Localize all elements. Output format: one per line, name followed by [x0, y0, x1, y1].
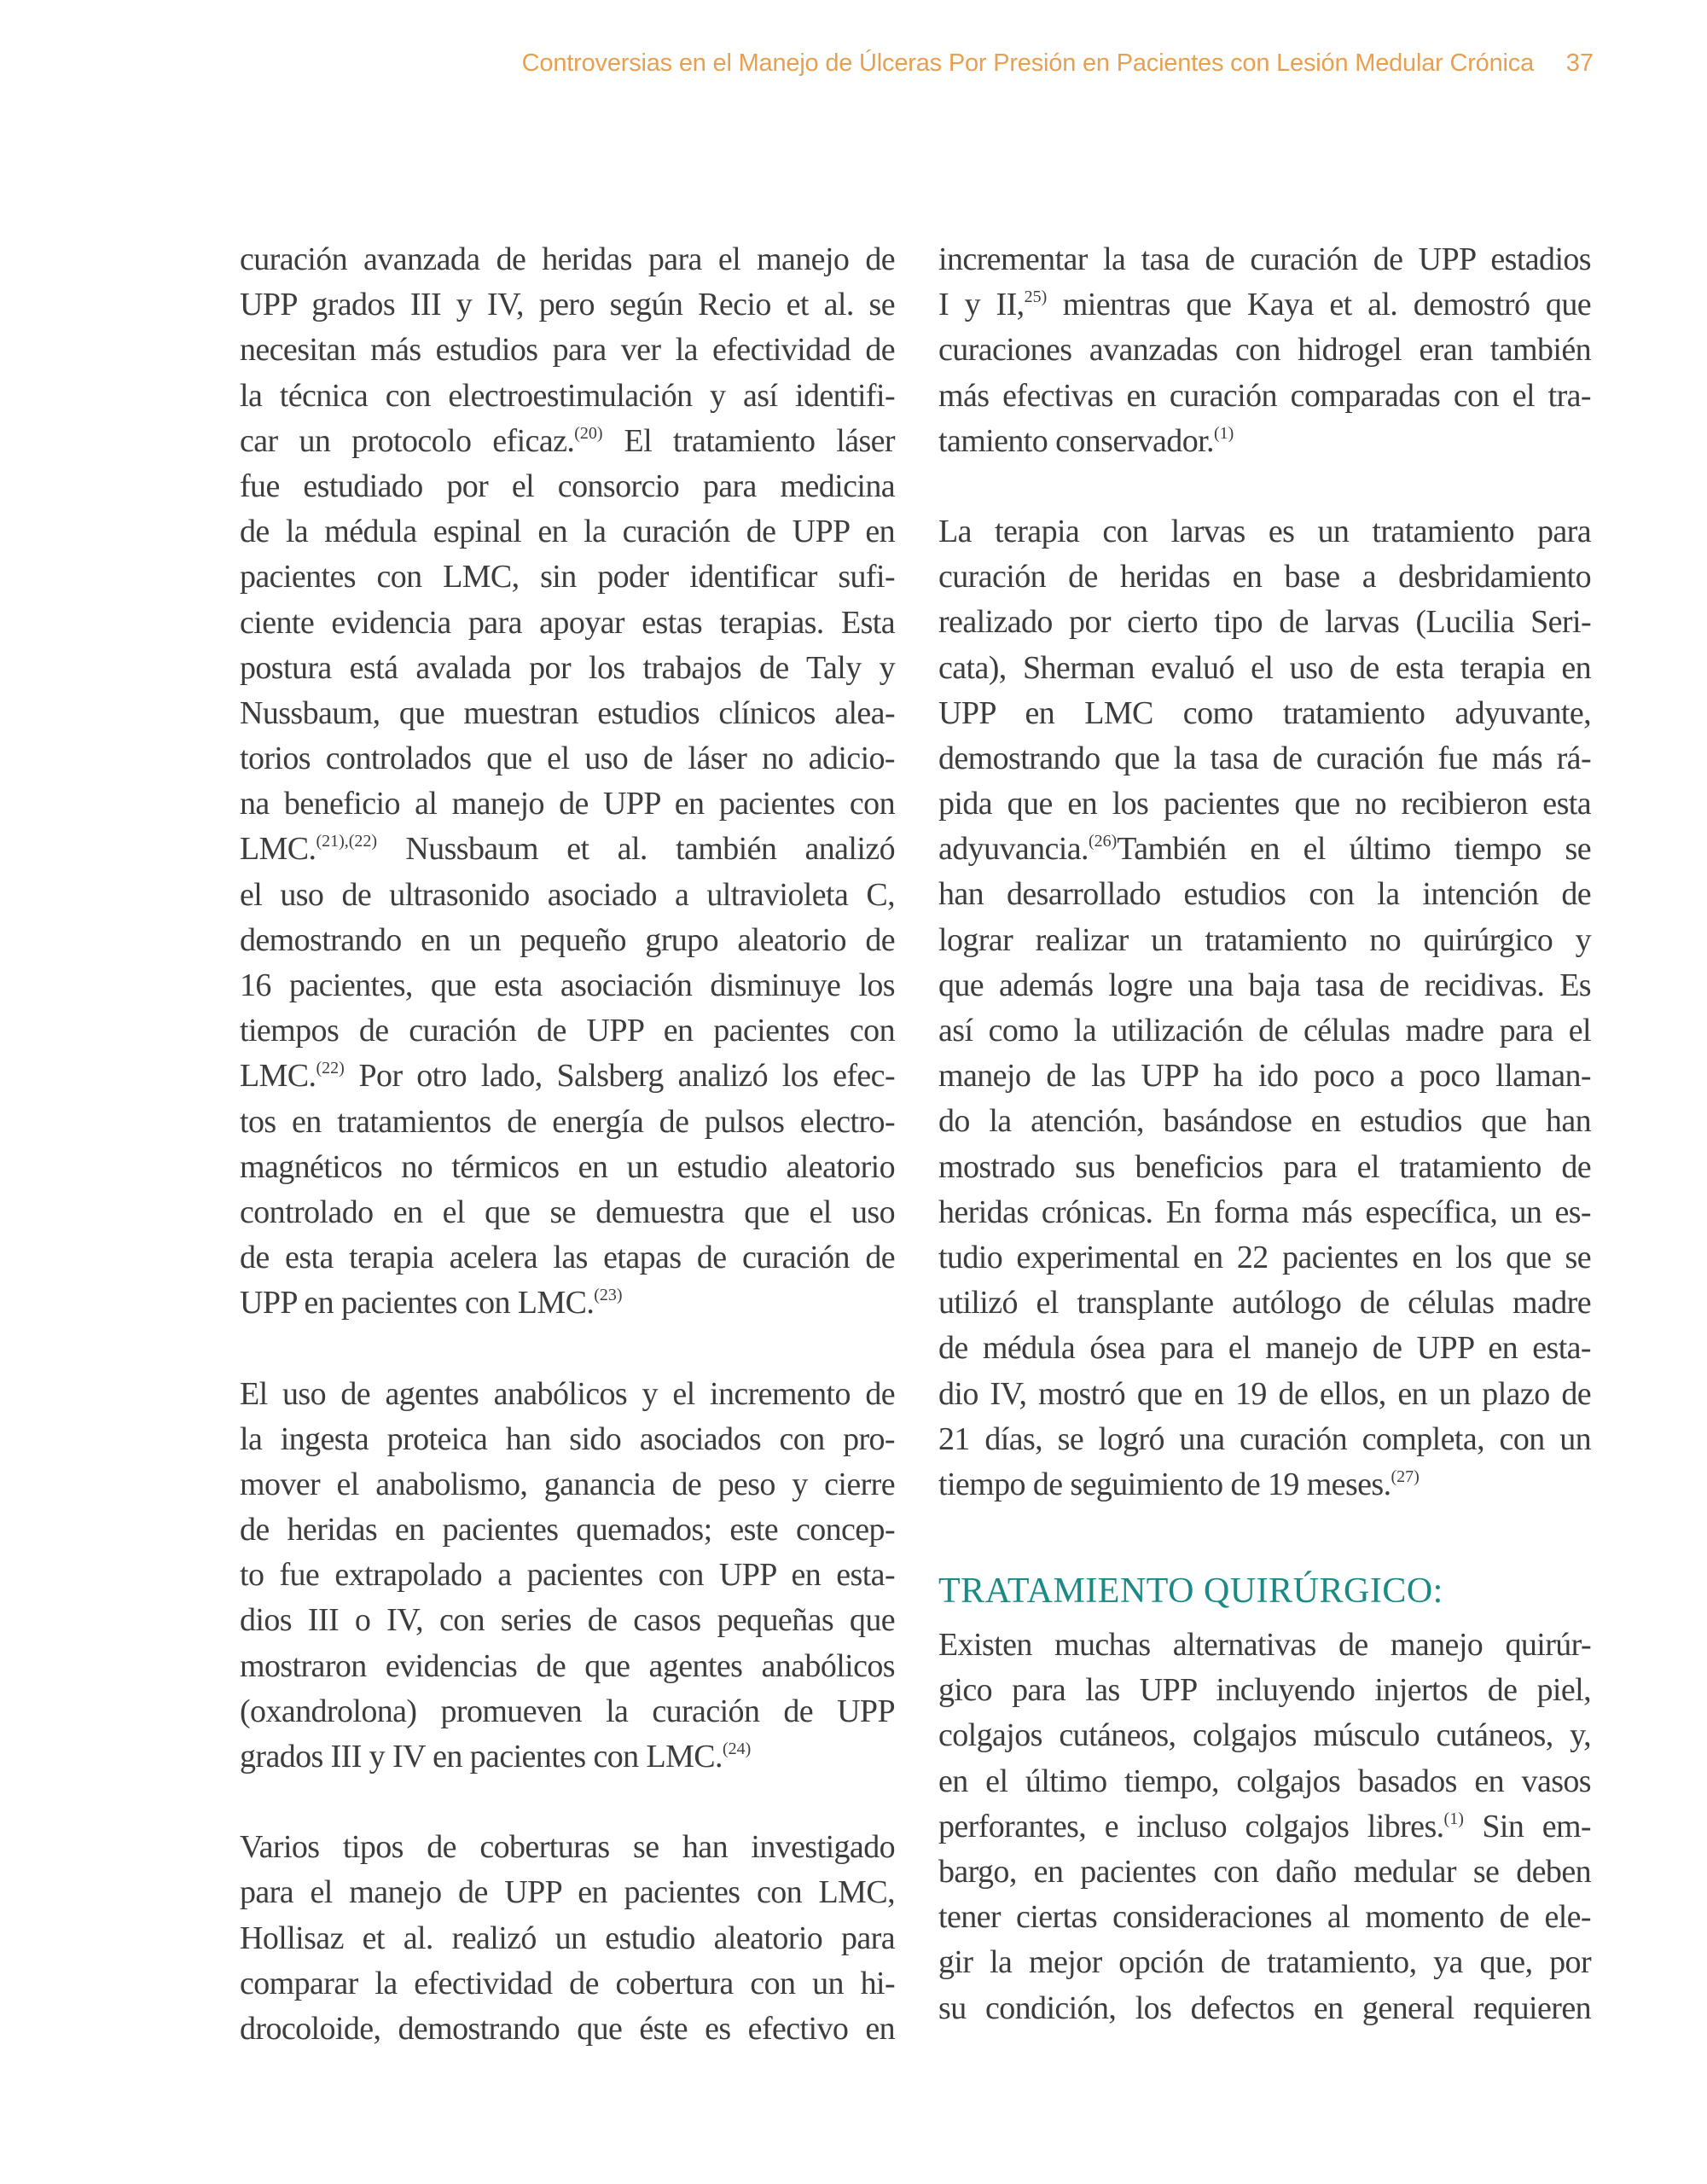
left-column — [240, 237, 895, 2052]
text-line: adyuvancia.$^{(26)}$También en el último tiempo se — [938, 831, 1591, 868]
citation-reference: (26) — [1088, 832, 1118, 851]
text-line: curación avanzada de heridas para el manejo de — [240, 241, 895, 277]
text-line: Existen muchas alternativas de manejo quirúr- — [938, 1627, 1591, 1664]
text-line: mover el anabolismo, ganancia de peso y cierre — [240, 1466, 895, 1502]
text-line: de esta terapia acelera las etapas de curación de — [240, 1240, 895, 1276]
text-line: 16 pacientes, que esta asociación disminuye los — [240, 967, 895, 1003]
citation-reference: (1) — [1443, 1809, 1464, 1828]
text-line: UPP grados III y IV, pero según Recio et al. se — [240, 287, 895, 323]
text-line: curaciones avanzadas con hidrogel eran también — [938, 332, 1591, 369]
text-line: comparar la efectividad de cobertura con un hi- — [240, 1965, 895, 2001]
text-line: UPP en pacientes con LMC.$^{(23)}$ — [240, 1285, 623, 1321]
text-line: realizado por cierto tipo de larvas (Lucilia Seri- — [938, 604, 1591, 641]
citation-reference: (1) — [1213, 423, 1234, 443]
text-line: demostrando que la tasa de curación fue más rá- — [938, 740, 1591, 776]
text-line: la ingesta proteica han sido asociados con pro- — [240, 1420, 895, 1457]
right-column — [938, 237, 1591, 2031]
text-line: mostraron evidencias de que agentes anabólicos — [240, 1647, 895, 1684]
text-line: Varios tipos de coberturas se han investigado — [240, 1829, 895, 1866]
text-line: lograr realizar un tratamiento no quirúrgico y — [938, 921, 1591, 958]
text-line: el uso de ultrasonido asociado a ultravioleta C, — [240, 876, 895, 913]
text-line: en el último tiempo, colgajos basados en vasos — [938, 1763, 1591, 1799]
running-header — [478, 44, 1604, 82]
text-line: controlado en el que se demuestra que el uso — [240, 1194, 895, 1230]
text-line: La terapia con larvas es un tratamiento para — [938, 513, 1591, 549]
citation-reference: (27) — [1391, 1467, 1420, 1486]
text-line: torios controlados que el uso de láser no adicio- — [240, 741, 895, 777]
text-line: su condición, los defectos en general requieren — [938, 1989, 1591, 2026]
citation-reference: 25) — [1024, 288, 1048, 307]
citation-reference: (20) — [574, 423, 603, 443]
text-line: curación de heridas en base a desbridamiento — [938, 559, 1591, 595]
text-line: mostrado sus beneficios para el tratamiento de — [938, 1148, 1591, 1185]
paragraph-gap — [938, 464, 1591, 509]
text-line: pacientes con LMC, sin poder identificar sufi- — [240, 559, 895, 595]
text-line: tudio experimental en 22 pacientes en los que se — [938, 1239, 1591, 1275]
citation-reference: (24) — [722, 1740, 752, 1758]
text-line: tiempo de seguimiento de 19 meses.$^{(27)}$ — [938, 1466, 1420, 1502]
text-line: postura está avalada por los trabajos de Taly y — [240, 649, 895, 686]
citation-reference: (22) — [316, 1059, 345, 1078]
text-line: dio IV, mostró que en 19 de ellos, en un plazo de — [938, 1375, 1591, 1412]
text-line: gir la mejor opción de tratamiento, ya que, por — [938, 1944, 1591, 1981]
citation-reference: (21),(22) — [316, 832, 378, 851]
text-line: LMC.$^{(22)}$ Por otro lado, Salsberg analizó los efec- — [240, 1058, 895, 1095]
text-line: (oxandrolona) promueven la curación de UPP — [240, 1693, 895, 1729]
text-line: LMC.$^{(21),(22)}$ Nussbaum et al. también analizó — [240, 831, 895, 868]
text-line: 21 días, se logró una curación completa, con un — [938, 1420, 1591, 1457]
text-line: Nussbaum, que muestran estudios clínicos alea- — [240, 694, 895, 731]
paragraph-gap — [240, 1327, 895, 1372]
text-line: dios III o IV, con series de casos pequeñas que — [240, 1602, 895, 1639]
text-line: fue estudiado por el consorcio para medicina — [240, 468, 895, 504]
text-line: gico para las UPP incluyendo injertos de piel, — [938, 1672, 1591, 1709]
text-line: necesitan más estudios para ver la efectividad de — [240, 332, 895, 369]
text-line: pida que en los pacientes que no recibieron esta — [938, 786, 1591, 822]
text-line: ciente evidencia para apoyar estas terapias. Esta — [240, 604, 895, 641]
paragraph-gap — [938, 1507, 1591, 1553]
text-line: heridas crónicas. En forma más específica, un es- — [938, 1194, 1591, 1230]
text-line: utilizó el transplante autólogo de células madre — [938, 1285, 1591, 1321]
text-line: bargo, en pacientes con daño medular se deben — [938, 1854, 1591, 1890]
text-line: la técnica con electroestimulación y así identifi- — [240, 377, 895, 414]
text-line: cata), Sherman evaluó el uso de esta terapia en — [938, 649, 1591, 686]
text-line: colgajos cutáneos, colgajos músculo cutáneos, y, — [938, 1717, 1591, 1754]
text-line: tiempos de curación de UPP en pacientes con — [240, 1013, 895, 1049]
text-line: manejo de las UPP ha ido poco a poco llaman- — [938, 1058, 1591, 1095]
text-line: tos en tratamientos de energía de pulsos electro- — [240, 1103, 895, 1140]
text-line: tamiento conservador.$^{(1)}$ — [938, 422, 1234, 459]
text-line: perforantes, e incluso colgajos libres.$^{(1)}$ Sin em- — [938, 1808, 1591, 1844]
text-line: Hollisaz et al. realizó un estudio aleatorio para — [240, 1920, 895, 1956]
text-line: incrementar la tasa de curación de UPP estadios — [938, 241, 1591, 277]
text-line: de médula ósea para el manejo de UPP en esta- — [938, 1330, 1591, 1367]
text-line: drocoloide, demostrando que éste es efectivo en — [240, 2010, 895, 2047]
paragraph-gap — [240, 1780, 895, 1825]
text-line: así como la utilización de células madre para el — [938, 1013, 1591, 1048]
text-line: I y II,$^{25)}$ mientras que Kaya et al. demostró que — [938, 287, 1591, 323]
text-line: grados III y IV en pacientes con LMC.$^{(24)}$ — [240, 1739, 752, 1774]
text-line: na beneficio al manejo de UPP en pacientes con — [240, 786, 895, 822]
text-line: para el manejo de UPP en pacientes con LMC, — [240, 1874, 895, 1911]
text-line: demostrando en un pequeño grupo aleatorio de — [240, 921, 895, 958]
text-line: do la atención, basándose en estudios que han — [938, 1103, 1591, 1140]
text-line: magnéticos no térmicos en un estudio aleatorio — [240, 1148, 895, 1185]
citation-reference: (23) — [594, 1286, 623, 1305]
text-line: to fue extrapolado a pacientes con UPP en esta- — [240, 1557, 895, 1594]
text-line: UPP en LMC como tratamiento adyuvante, — [938, 694, 1591, 731]
section-heading: TRATAMIENTO QUIRÚRGICO: — [938, 1571, 1443, 1612]
text-line: de la médula espinal en la curación de UPP en — [240, 514, 895, 550]
running-title: Controversias en el Manejo de Úlceras Por Presión en Pacientes con Lesión Medular Crónica — [521, 49, 1534, 77]
text-line: car un protocolo eficaz.$^{(20)}$ El tratamiento láser — [240, 422, 895, 459]
text-line: que además logre una baja tasa de recidivas. Es — [938, 967, 1591, 1003]
text-line: El uso de agentes anabólicos y el incremento de — [240, 1375, 895, 1412]
text-line: tener ciertas consideraciones al momento de ele- — [938, 1899, 1591, 1936]
text-line: han desarrollado estudios con la intención de — [938, 876, 1591, 913]
text-line: de heridas en pacientes quemados; este concep- — [240, 1512, 895, 1548]
text-line: más efectivas en curación comparadas con el tra- — [938, 377, 1591, 414]
page-number: 37 — [1565, 49, 1594, 77]
